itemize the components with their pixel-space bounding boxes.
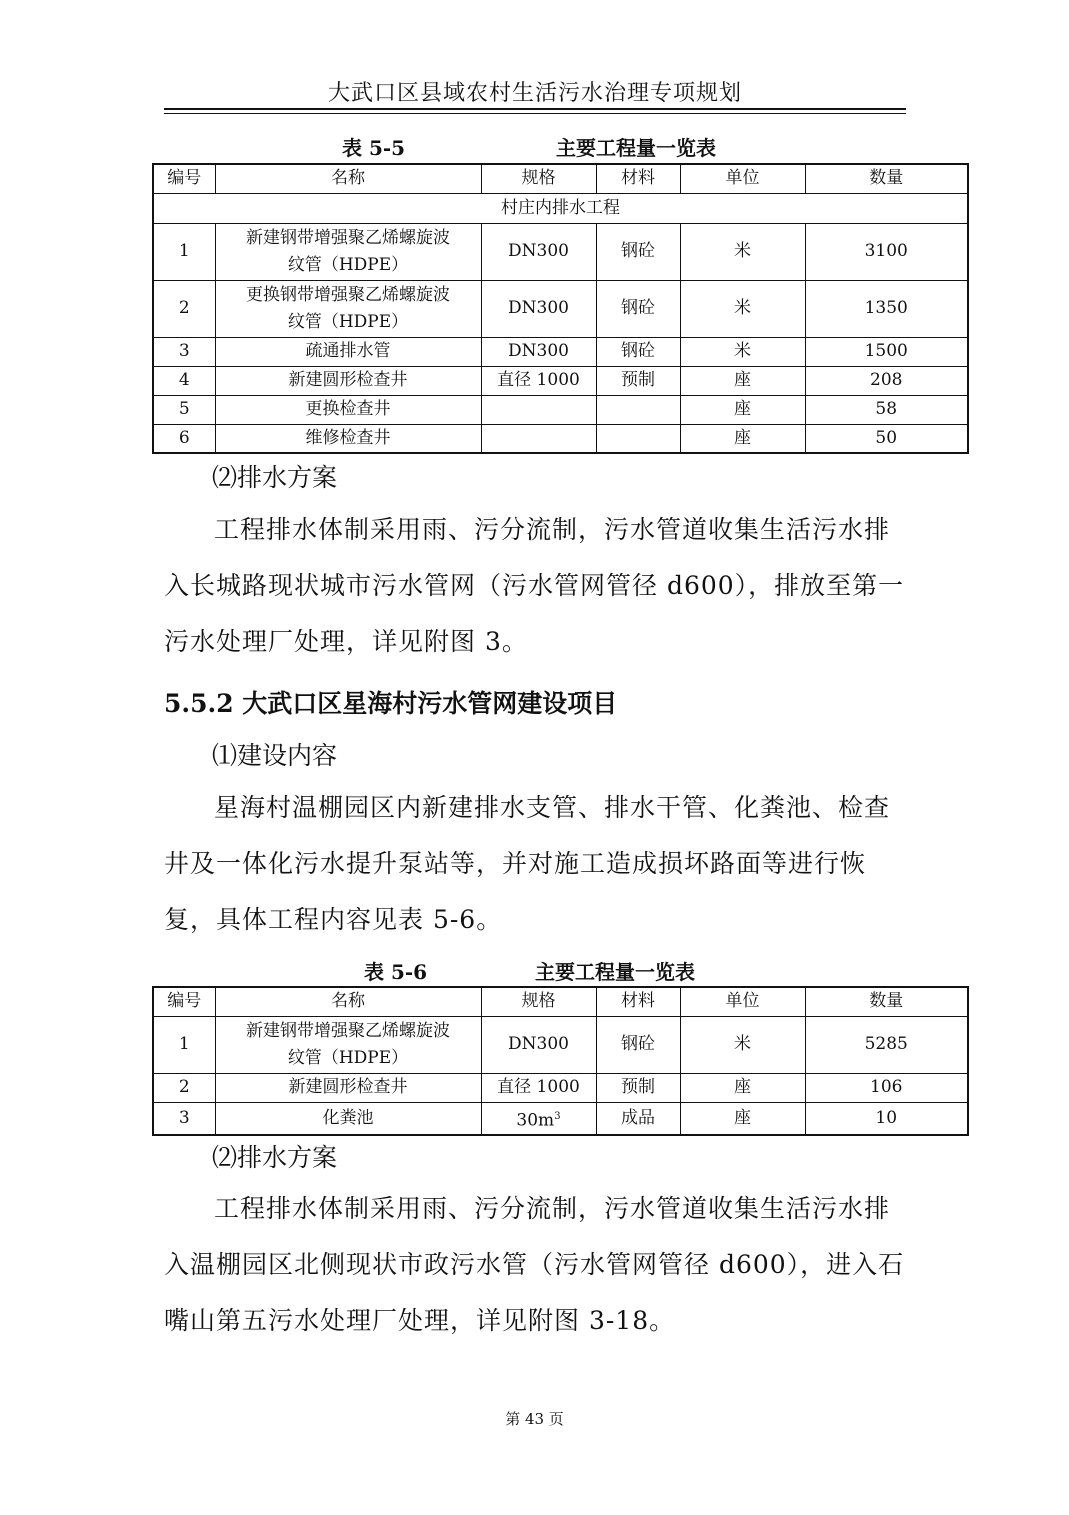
col-header-no: 编号 xyxy=(153,164,215,193)
table1 xyxy=(152,163,969,454)
cell-qty: 1500 xyxy=(805,337,968,366)
cell-material xyxy=(596,395,680,424)
cell-name: 更换检查井 xyxy=(215,395,481,424)
cell-material: 成品 xyxy=(596,1102,680,1135)
cell-qty: 58 xyxy=(805,395,968,424)
cell-spec: DN300 xyxy=(481,1016,596,1073)
cell-name-line1: 新建钢带增强聚乙烯螺旋波 xyxy=(246,227,450,248)
col-header-unit: 单位 xyxy=(680,987,805,1016)
table-row xyxy=(153,1016,968,1073)
table-row xyxy=(153,395,968,424)
col-header-spec: 规格 xyxy=(481,164,596,193)
table1-title: 主要工程量一览表 xyxy=(556,136,716,160)
cell-spec-superscript: 3 xyxy=(554,1110,561,1122)
cell-no: 2 xyxy=(153,280,215,337)
col-header-no: 编号 xyxy=(153,987,215,1016)
cell-spec-base: 30m xyxy=(516,1110,555,1131)
cell-spec: DN300 xyxy=(481,280,596,337)
table2 xyxy=(152,986,969,1136)
table-row xyxy=(153,280,968,337)
col-header-qty: 数量 xyxy=(805,164,968,193)
cell-unit: 座 xyxy=(680,1102,805,1135)
cell-spec xyxy=(481,1102,596,1135)
cell-qty: 208 xyxy=(805,366,968,395)
cell-material: 钢砼 xyxy=(596,1016,680,1073)
table2-number: 表 5-6 xyxy=(364,960,428,984)
cell-qty: 5285 xyxy=(805,1016,968,1073)
cell-spec xyxy=(481,395,596,424)
block1-paragraph: 工程排水体制采用雨、污分流制，污水管道收集生活污水排入长城路现状城市污水管网（污水管网管径 d600），排放至第一污水处理厂处理，详见附图 3。 xyxy=(164,515,905,656)
cell-name: 新建圆形检查井 xyxy=(215,366,481,395)
document-header-title: 大武口区县域农村生活污水治理专项规划 xyxy=(327,81,742,106)
cell-qty: 1350 xyxy=(805,280,968,337)
table-row xyxy=(153,1102,968,1135)
cell-material: 钢砼 xyxy=(596,223,680,280)
table-row xyxy=(153,366,968,395)
cell-material: 钢砼 xyxy=(596,337,680,366)
cell-no: 3 xyxy=(153,1102,215,1135)
col-header-material: 材料 xyxy=(596,987,680,1016)
cell-spec: DN300 xyxy=(481,223,596,280)
table-row xyxy=(153,337,968,366)
cell-name xyxy=(215,1016,481,1073)
cell-material: 钢砼 xyxy=(596,280,680,337)
table1-section-row xyxy=(153,193,968,223)
cell-no: 3 xyxy=(153,337,215,366)
cell-material xyxy=(596,424,680,453)
cell-spec xyxy=(481,424,596,453)
header-rule xyxy=(164,108,906,114)
cell-material: 预制 xyxy=(596,366,680,395)
table2-header-row xyxy=(153,987,968,1016)
col-header-material: 材料 xyxy=(596,164,680,193)
cell-spec: DN300 xyxy=(481,337,596,366)
cell-name-line1: 新建钢带增强聚乙烯螺旋波 xyxy=(246,1020,450,1041)
table1-header-row xyxy=(153,164,968,193)
cell-name: 疏通排水管 xyxy=(215,337,481,366)
cell-name: 新建圆形检查井 xyxy=(215,1073,481,1102)
block2-subhead: ⑵排水方案 xyxy=(212,1143,338,1172)
cell-qty: 106 xyxy=(805,1073,968,1102)
cell-material: 预制 xyxy=(596,1073,680,1102)
block2-paragraph: 工程排水体制采用雨、污分流制，污水管道收集生活污水排入温棚园区北侧现状市政污水管（污水管网管径 d600），进入石嘴山第五污水处理厂处理，详见附图 3-18。 xyxy=(164,1194,905,1335)
cell-qty: 50 xyxy=(805,424,968,453)
table2-title: 主要工程量一览表 xyxy=(535,960,695,984)
cell-qty: 10 xyxy=(805,1102,968,1135)
col-header-spec: 规格 xyxy=(481,987,596,1016)
col-header-unit: 单位 xyxy=(680,164,805,193)
cell-no: 1 xyxy=(153,223,215,280)
cell-spec: 直径 1000 xyxy=(481,1073,596,1102)
cell-name: 维修检查井 xyxy=(215,424,481,453)
cell-unit: 座 xyxy=(680,424,805,453)
page-number: 第 43 页 xyxy=(505,1410,564,1428)
col-header-name: 名称 xyxy=(215,987,481,1016)
cell-name-line1: 更换钢带增强聚乙烯螺旋波 xyxy=(246,284,450,305)
cell-no: 2 xyxy=(153,1073,215,1102)
section-subhead: ⑴建设内容 xyxy=(212,741,338,770)
cell-name-line2: 纹管（HDPE） xyxy=(287,254,409,275)
cell-unit: 米 xyxy=(680,223,805,280)
col-header-name: 名称 xyxy=(215,164,481,193)
cell-no: 5 xyxy=(153,395,215,424)
cell-no: 4 xyxy=(153,366,215,395)
cell-name xyxy=(215,223,481,280)
table-row xyxy=(153,424,968,453)
section-label: 村庄内排水工程 xyxy=(153,193,968,223)
cell-unit: 米 xyxy=(680,1016,805,1073)
cell-unit: 座 xyxy=(680,395,805,424)
cell-no: 6 xyxy=(153,424,215,453)
cell-spec: 直径 1000 xyxy=(481,366,596,395)
cell-qty: 3100 xyxy=(805,223,968,280)
cell-unit: 座 xyxy=(680,1073,805,1102)
cell-unit: 米 xyxy=(680,337,805,366)
cell-name xyxy=(215,280,481,337)
block1-subhead: ⑵排水方案 xyxy=(212,463,338,492)
section-heading: 5.5.2 大武口区星海村污水管网建设项目 xyxy=(164,689,618,718)
cell-no: 1 xyxy=(153,1016,215,1073)
cell-name-line2: 纹管（HDPE） xyxy=(287,1047,409,1068)
table1-number: 表 5-5 xyxy=(342,136,406,160)
cell-name-line2: 纹管（HDPE） xyxy=(287,311,409,332)
col-header-qty: 数量 xyxy=(805,987,968,1016)
cell-unit: 座 xyxy=(680,366,805,395)
section-paragraph: 星海村温棚园区内新建排水支管、排水干管、化粪池、检查井及一体化污水提升泵站等，并对施工造成损坏路面等进行恢复，具体工程内容见表 5-6。 xyxy=(164,793,891,934)
table-row xyxy=(153,223,968,280)
cell-name: 化粪池 xyxy=(215,1102,481,1135)
cell-unit: 米 xyxy=(680,280,805,337)
table-row xyxy=(153,1073,968,1102)
